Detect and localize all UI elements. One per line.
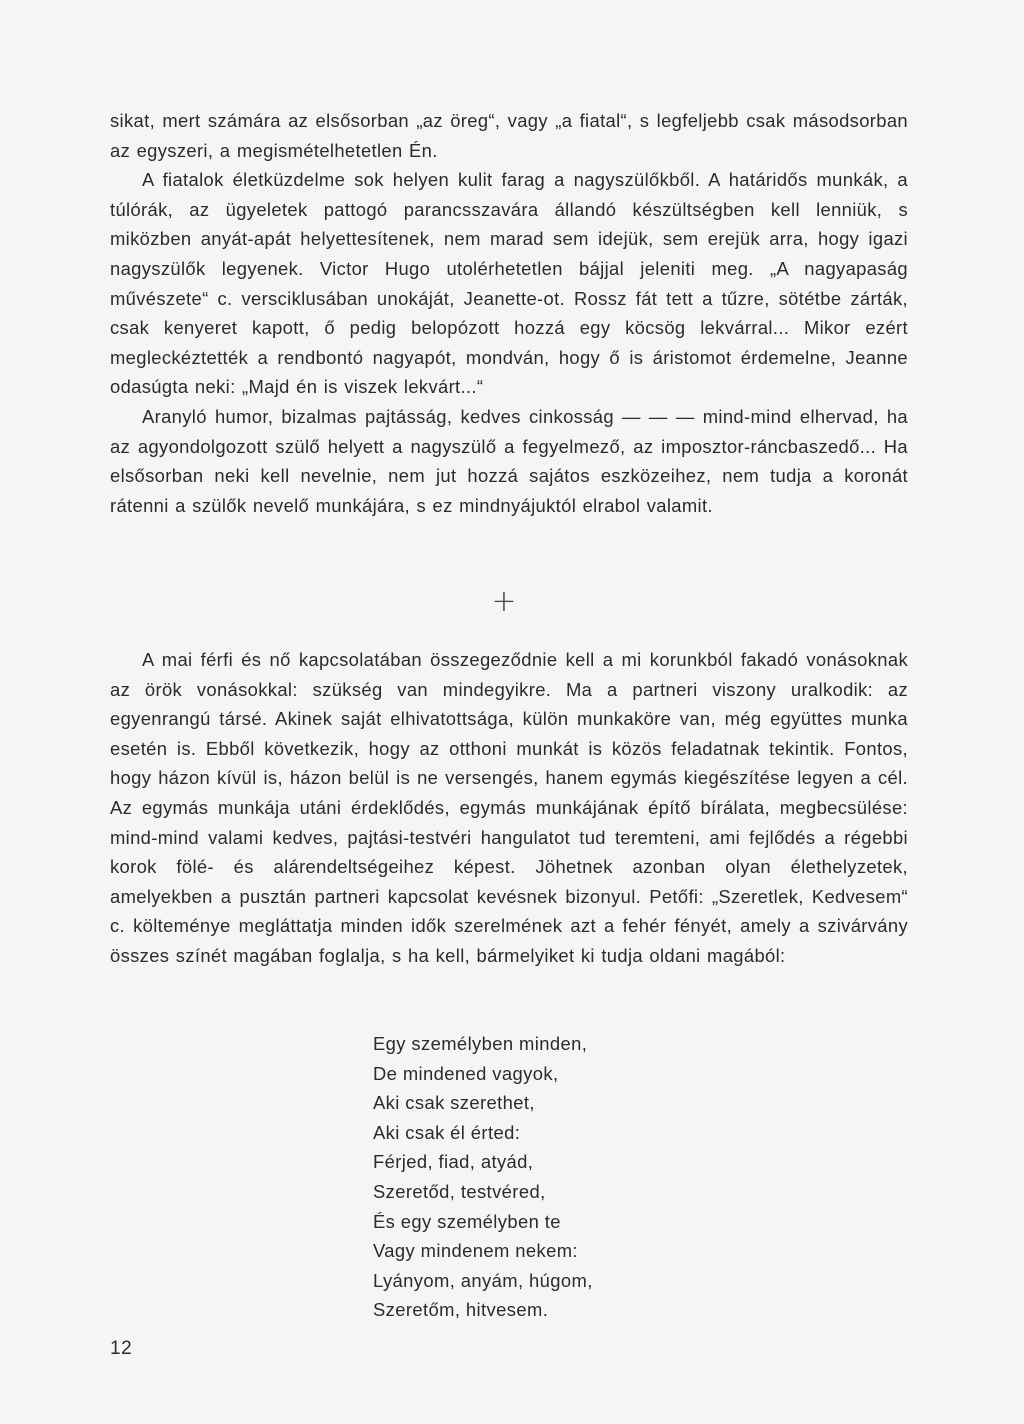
section-divider-cross: +: [491, 584, 517, 619]
poem-quote: [373, 1029, 593, 1325]
poem-line: Aki csak szerethet,: [373, 1092, 535, 1114]
paragraph-partnership: A mai férfi és nő kapcsolatában összegeződnie kell a mi korunkból fakadó vonásoknak az örök vonásokkal: szükség van mindegyikre. Ma a partneri viszony uralkodik: az egyenrangú társé. Akinek saját elhivatottsága, külön munkaköre van, még együttes munka esetén is. Ebből következik, hogy az otthoni munkát is közös feladatnak tekintik. Fontos, hogy házon kívül is, házon belül is ne versengés, hanem egymás kiegészítése legyen a cél. Az egymás munkája utáni érdeklődés, egymás munkájának építő bírálata, megbecsülése: mind-mind valami kedves, pajtási-testvéri hangulatot tud teremteni, ami fejlődés a régebbi korok fölé- és alárendeltségeihez képest. Jöhetnek azonban olyan élethelyzetek, amelyekben a pusztán partneri kapcsolat kevésnek bizonyul. Petőfi: „Szeretlek, Kedvesem“ c. költeménye megláttatja minden idők szerelmének azt a fehér fényét, amely a szivárvány összes színét magában foglalja, s ha kell, bármelyiket ki tudja oldani magából:: [110, 649, 908, 966]
poem-line: De mindened vagyok,: [373, 1062, 559, 1084]
paragraph-continuation: sikat, mert számára az elsősorban „az öreg“, vagy „a fiatal“, s legfeljebb csak másodsorban az egyszeri, a megismételhetetlen Én.: [110, 110, 908, 161]
poem-line: Egy személyben minden,: [373, 1033, 588, 1054]
paragraph-humor: Aranyló humor, bizalmas pajtásság, kedves cinkosság — — — mind-mind elhervad, ha az agyondolgozott szülő helyett a nagyszülő a fegyelmező, az imposztor-ráncbaszedő... Ha elsősorban neki kell nevelnie, nem jut hozzá sajátos eszközeihez, nem tudja a koronát rátenni a szülők nevelő munkájára, s ez mindnyájuktól elrabol valamit.: [110, 405, 908, 516]
poem-line: Szeretőm, hitvesem.: [373, 1299, 549, 1321]
text-section-2: [110, 645, 908, 971]
text-section-1: [110, 106, 908, 520]
poem-line: Aki csak él érted:: [373, 1121, 521, 1143]
paragraph-grandparents: A fiatalok életküzdelme sok helyen kulit farag a nagyszülőkből. A határidős munkák, a túlórák, az ügyeletek pattogó parancsszavára állandó készültségben kell lenniük, s miközben anyát-apát helyettesítenek, nem marad sem idejük, sem erejük arra, hogy igazi nagyszülők legyenek. Victor Hugo utolérhetetlen bájjal jeleniti meg. „A nagyapaság művészete“ c. versciklusában unokáját, Jeanette-ot. Rossz fát tett a tűzre, sötétbe zárták, csak kenyeret kapott, ő pedig belopózott hozzá egy köcsög lekvárral... Mikor ezért megleckéztették a rendbontó nagyapót, mondván, hogy ő is áristomot érdemelne, Jeanne odasúgta neki: „Majd én is viszek lekvárt...“: [110, 169, 908, 398]
poem-line: Vagy mindenem nekem:: [373, 1240, 578, 1262]
page-number: 12: [110, 1338, 133, 1359]
poem-line: Lyányom, anyám, húgom,: [373, 1269, 593, 1291]
poem-line: Szeretőd, testvéred,: [373, 1180, 546, 1202]
poem-line: És egy személyben te: [373, 1210, 561, 1232]
poem-line: Férjed, fiad, atyád,: [373, 1151, 534, 1173]
